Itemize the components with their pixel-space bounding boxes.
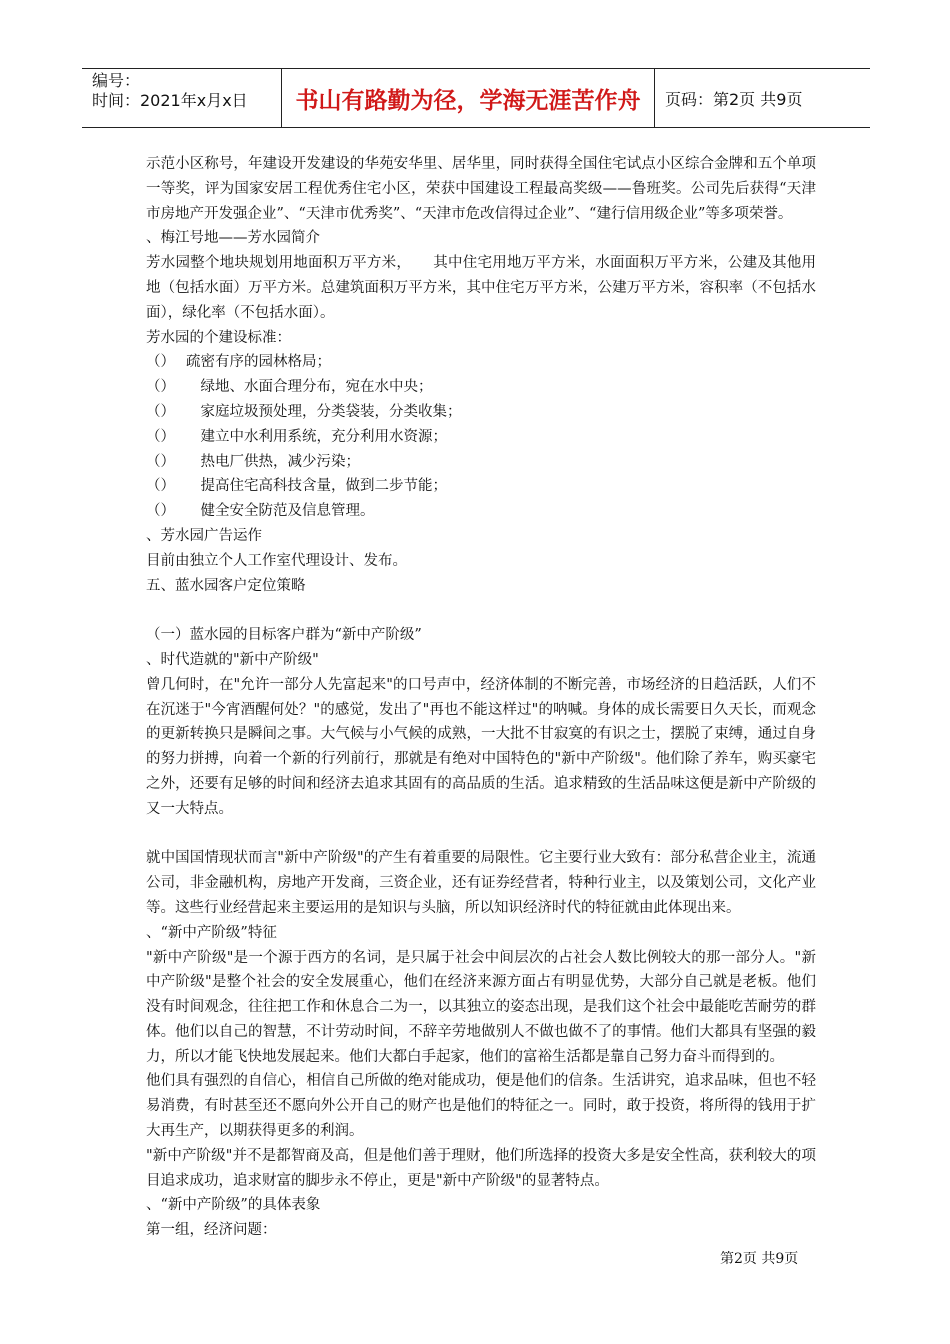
section-heading: 、“新中产阶级”特征 (146, 924, 277, 941)
section-heading: 、时代造就的"新中产阶级" (146, 651, 319, 668)
list-item (146, 450, 816, 475)
header-page-number: 页码：第2页 共9页 (665, 89, 803, 109)
body-paragraph: 他们具有强烈的自信心，相信自己所做的绝对能成功，便是他们的信条。生活讲究，追求品味，但也不轻易消费，有时甚至还不愿向外公开自己的财产也是他们的特征之一。同时，敢于投资，将所得的钱用于扩大再生产，以期获得更多的利润。 (146, 1073, 816, 1140)
list-item (146, 499, 816, 524)
header-meta (82, 69, 282, 127)
list-item-text: 家庭垃圾预处理，分类袋装，分类收集； (186, 403, 462, 420)
page-header (82, 68, 870, 128)
header-motto: 书山有路勤为径，学海无涯苦作舟 (282, 69, 655, 127)
list-item-text: 绿地、水面合理分布，宛在水中央； (186, 379, 433, 396)
document-body (146, 152, 816, 1243)
document-date-label: 时间：2021年x月x日 (92, 91, 248, 110)
list-item-text: 建立中水利用系统，充分利用水资源； (186, 428, 447, 445)
list-marker: （） (146, 453, 175, 470)
section-heading: 、梅江号地——芳水园简介 (146, 230, 320, 247)
body-paragraph: 曾几何时，在"允许一部分人先富起来"的口号声中，经济体制的不断完善，市场经济的日趋活跃，人们不在沉迷于"今宵酒醒何处？"的感觉，发出了"再也不能这样过"的呐喊。身体的成长需要日久天长，而观念的更新转换只是瞬间之事。大气候与小气候的成熟，一大批不甘寂寞的有识之士，摆脱了束缚，通过自身的努力拼搏，向着一个新的行列前行，那就是有绝对中国特色的"新中产阶级"。他们除了养车，购买豪宅之外，还要有足够的时间和经济去追求其固有的高品质的生活。追求精致的生活品味这便是新中产阶级的又一大特点。 (146, 676, 816, 817)
list-item-text: 提高住宅高科技含量，做到二步节能； (186, 478, 447, 495)
body-paragraph: "新中产阶级"是一个源于西方的名词，是只属于社会中间层次的占社会人数比例较大的那一部分人。"新中产阶级"是整个社会的安全发展重心，他们在经济来源方面占有明显优势，大部分自己就是老板。他们没有时间观念，往往把工作和休息合二为一，以其独立的姿态出现，是我们这个社会中最能吃苦耐劳的群体。他们以自己的智慧，不计劳动时间，不辞辛劳地做别人不做也做不了的事情。他们大都具有坚强的毅力，所以才能飞快地发展起来。他们大都白手起家，他们的富裕生活都是靠自己努力奋斗而得到的。 (146, 949, 816, 1065)
spacer (146, 822, 816, 847)
section-heading: 、芳水园广告运作 (146, 527, 262, 544)
list-marker: （） (146, 478, 175, 495)
list-marker: （） (146, 428, 175, 445)
page-footer: 第2页 共9页 (720, 1251, 799, 1267)
body-paragraph: 芳水园整个地块规划用地面积万平方米， 其中住宅用地万平方米，水面面积万平方米，公建及其他用地（包括水面）万平方米。总建筑面积万平方米，其中住宅万平方米，公建万平方米，容积率（不包括水面），绿化率（不包括水面）。 (146, 255, 816, 321)
list-item (146, 400, 816, 425)
body-paragraph: "新中产阶级"并不是都智商及高，但是他们善于理财，他们所选择的投资大多是安全性高，获利较大的项目追求成功，追求财富的脚步永不停止，更是"新中产阶级"的显著特点。 (146, 1147, 816, 1189)
body-paragraph: 目前由独立个人工作室代理设计、发布。 (146, 552, 407, 569)
list-marker: （） (146, 354, 175, 371)
list-item-text: 热电厂供热，减少污染； (186, 453, 360, 470)
list-item-text: 疏密有序的园林格局； (186, 354, 331, 371)
list-item-text: 健全安全防范及信息管理。 (186, 503, 375, 520)
spacer (146, 598, 816, 623)
list-item (146, 375, 816, 400)
body-paragraph: 芳水园的个建设标准： (146, 329, 291, 346)
list-item (146, 474, 816, 499)
list-marker: （） (146, 503, 175, 520)
body-paragraph: 示范小区称号，年建设开发建设的华苑安华里、居华里，同时获得全国住宅试点小区综合金牌和五个单项一等奖，评为国家安居工程优秀住宅小区，荣获中国建设工程最高奖级——鲁班奖。公司先后获得“天津市房地产开发强企业”、“天津市优秀奖”、“天津市危改信得过企业”、“建行信用级企业”等多项荣誉。 (146, 156, 816, 222)
section-heading: （一）蓝水园的目标客户群为“新中产阶级” (146, 627, 422, 644)
document-number-label: 编号： (92, 71, 141, 90)
list-marker: （） (146, 403, 175, 420)
list-item (146, 425, 816, 450)
section-heading: 、“新中产阶级”的具体表象 (146, 1197, 321, 1214)
section-heading: 五、蓝水园客户定位策略 (146, 577, 306, 594)
list-marker: （） (146, 379, 175, 396)
list-item (146, 350, 816, 375)
standards-list (146, 350, 816, 524)
body-paragraph: 第一组，经济问题： (146, 1222, 277, 1239)
body-paragraph: 就中国国情现状而言"新中产阶级"的产生有着重要的局限性。它主要行业大致有：部分私营企业主，流通公司，非金融机构，房地产开发商，三资企业，还有证券经营者，特种行业主，以及策划公司，文化产业等。这些行业经营起来主要运用的是知识与头脑，所以知识经济时代的特征就由此体现出来。 (146, 850, 816, 916)
